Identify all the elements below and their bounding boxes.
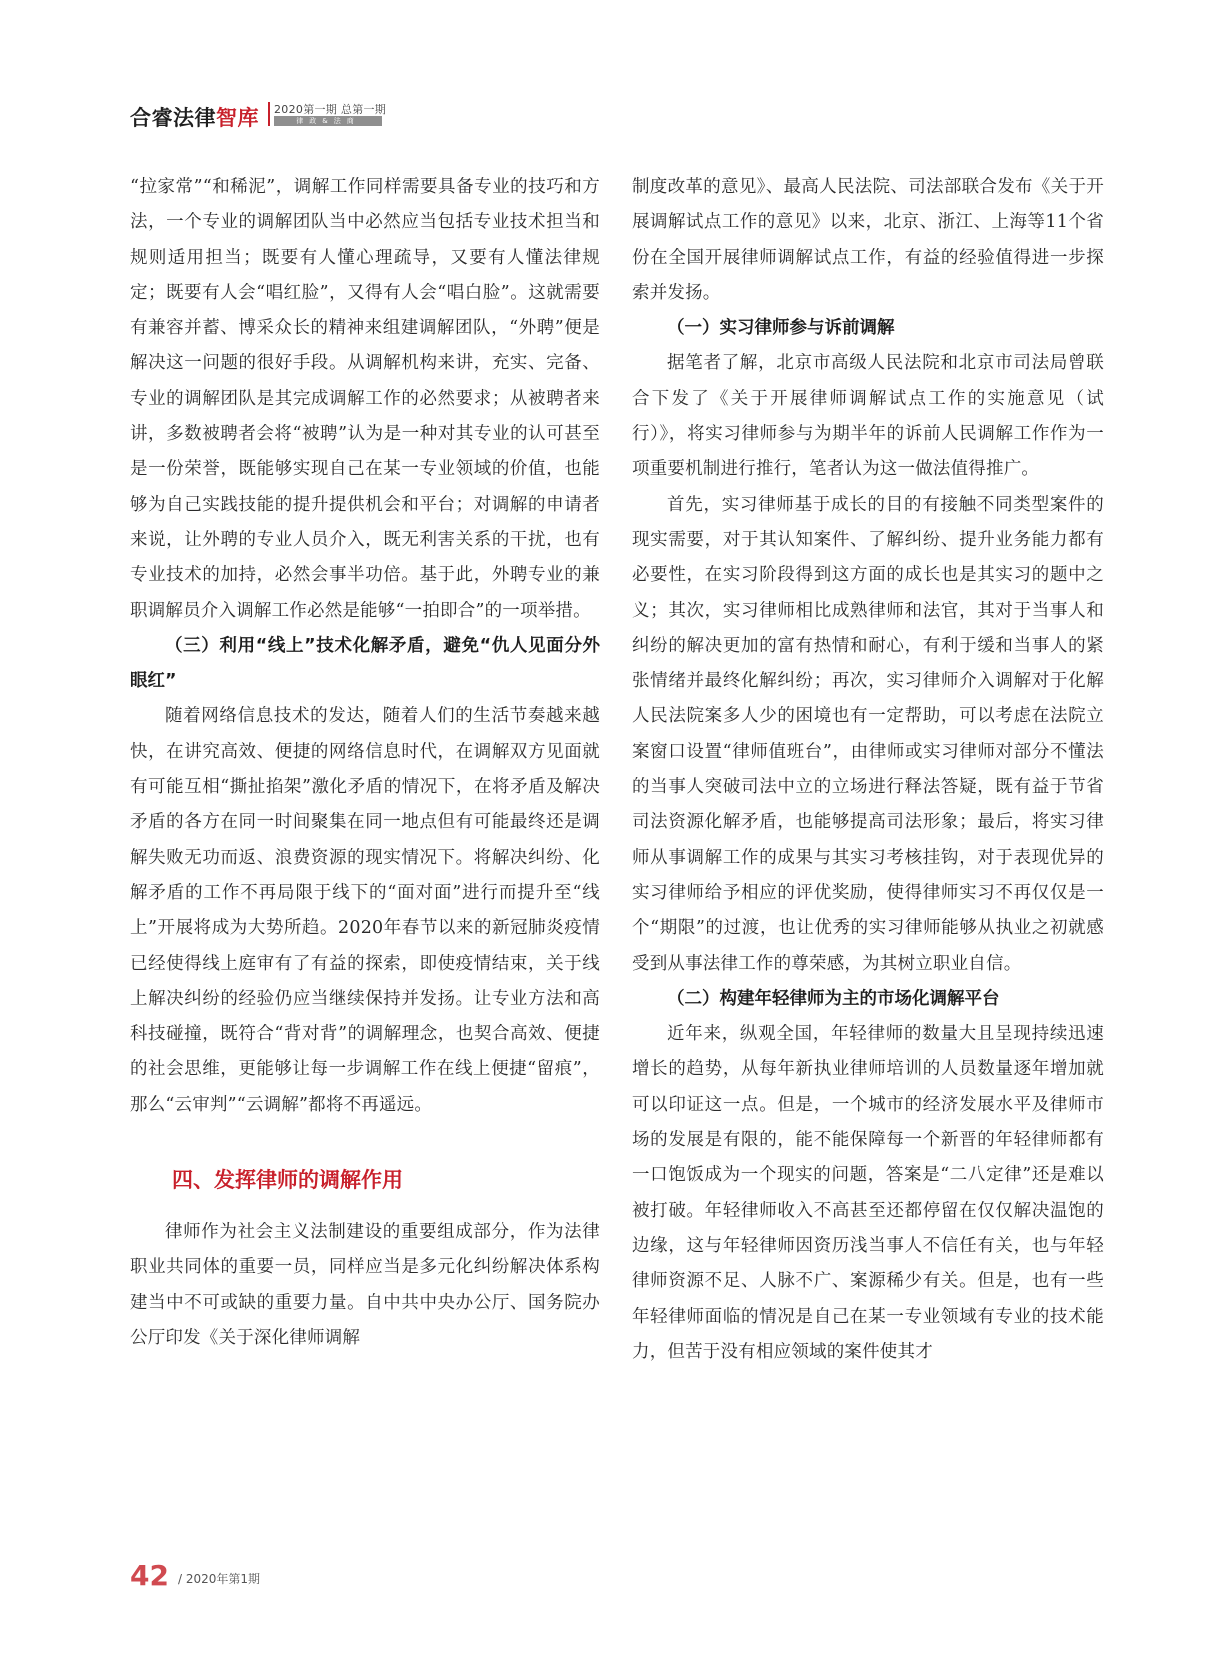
subheading-two: （二）构建年轻律师为主的市场化调解平台 (667, 988, 1000, 1009)
left-paragraph-2: 随着网络信息技术的发达，随着人们的生活节奏越来越快，在讲究高效、便捷的网络信息时代，在调解双方见面就有可能互相“撕扯掐架”激化矛盾的情况下，在将矛盾及解决矛盾的各方在同一时间聚集在同一地点但有可能最终还是调解失败无功而返、浪费资源的现实情况下。将解决纠纷、化解矛盾的工作不再局限于线下的“面对面”进行而提升至“线上”开展将成为大势所趋。2020年春节以来的新冠肺炎疫情已经使得线上庭审有了有益的探索，即使疫情结束，关于线上解决纠纷的经验仍应当继续保持并发扬。让专业方法和高科技碰撞，既符合“背对背”的调解理念，也契合高效、便捷的社会思维，更能够让每一步调解工作在线上便捷“留痕”，那么“云审判”“云调解”都将不再遥远。 (130, 706, 600, 1115)
right-paragraph-4: 近年来，纵观全国，年轻律师的数量大且呈现持续迅速增长的趋势，从每年新执业律师培训的人员数量逐年增加就可以印证这一点。但是，一个城市的经济发展水平及律师市场的发展是有限的，能不能保障每一个新晋的年轻律师都有一口饱饭成为一个现实的问题，答案是“二八定律”还是难以被打破。年轻律师收入不高甚至还都停留在仅仅解决温饱的边缘，这与年轻律师因资历浅当事人不信任有关，也与年轻律师资源不足、人脉不广、案源稀少有关。但是，也有一些年轻律师面临的情况是自己在某一专业领域有专业的技术能力，但苦于没有相应领域的案件使其才 (632, 1024, 1104, 1362)
subheading-one: （一）实习律师参与诉前调解 (667, 318, 895, 339)
page-header (130, 100, 530, 140)
left-column (130, 170, 600, 1356)
header-issue: 2020第一期 总第一期 (274, 103, 387, 116)
page-footer (130, 1560, 430, 1600)
section-title: 四、发挥律师的调解作用 (172, 1168, 403, 1193)
right-column (632, 170, 1104, 1370)
left-paragraph-1: “拉家常”“和稀泥”，调解工作同样需要具备专业的技巧和方法，一个专业的调解团队当中必然应当包括专业技术担当和规则适用担当；既要有人懂心理疏导，又要有人懂法律规定；既要有人会“唱红脸”，又得有人会“唱白脸”。这就需要有兼容并蓄、博采众长的精神来组建调解团队，“外聘”便是解决这一问题的很好手段。从调解机构来讲，充实、完备、专业的调解团队是其完成调解工作的必然要求；从被聘者来讲，多数被聘者会将“被聘”认为是一种对其专业的认可甚至是一份荣誉，既能够实现自己在某一专业领域的价值，也能够为自己实践技能的提升提供机会和平台；对调解的申请者来说，让外聘的专业人员介入，既无利害关系的干扰，也有专业技术的加持，必然会事半功倍。基于此，外聘专业的兼职调解员介入调解工作必然是能够“一拍即合”的一项举措。 (130, 177, 600, 621)
header-divider (268, 102, 270, 126)
footer-issue: / 2020年第1期 (178, 1572, 261, 1586)
subheading-three: （三）利用“线上”技术化解矛盾，避免“仇人见面分外眼红” (130, 635, 600, 692)
page-number: 42 (130, 1559, 169, 1592)
brand-accent: 智库 (216, 106, 259, 130)
right-paragraph-1: 制度改革的意见》、最高人民法院、司法部联合发布《关于开展调解试点工作的意见》以来，北京、浙江、上海等11个省份在全国开展律师调解试点工作，有益的经验值得进一步探索并发扬。 (632, 177, 1104, 303)
header-issue-sub: 律政&法商 (274, 116, 382, 126)
brand-main: 合睿法律 (130, 106, 216, 130)
brand-logo (130, 102, 259, 132)
left-paragraph-3: 律师作为社会主义法制建设的重要组成部分，作为法律职业共同体的重要一员，同样应当是多元化纠纷解决体系构建当中不可或缺的重要力量。自中共中央办公厅、国务院办公厅印发《关于深化律师调解 (130, 1222, 600, 1348)
right-paragraph-3: 首先，实习律师基于成长的目的有接触不同类型案件的现实需要，对于其认知案件、了解纠纷、提升业务能力都有必要性，在实习阶段得到这方面的成长也是其实习的题中之义；其次，实习律师相比成熟律师和法官，其对于当事人和纠纷的解决更加的富有热情和耐心，有利于缓和当事人的紧张情绪并最终化解纠纷；再次，实习律师介入调解对于化解人民法院案多人少的困境也有一定帮助，可以考虑在法院立案窗口设置“律师值班台”，由律师或实习律师对部分不懂法的当事人突破司法中立的立场进行释法答疑，既有益于节省司法资源化解矛盾，也能够提高司法形象；最后，将实习律师从事调解工作的成果与其实习考核挂钩，对于表现优异的实习律师给予相应的评优奖励，使得律师实习不再仅仅是一个“期限”的过渡，也让优秀的实习律师能够从执业之初就感受到从事法律工作的尊荣感，为其树立职业自信。 (632, 494, 1104, 974)
right-paragraph-2: 据笔者了解，北京市高级人民法院和北京市司法局曾联合下发了《关于开展律师调解试点工作的实施意见（试行）》，将实习律师参与为期半年的诉前人民调解工作作为一项重要机制进行推行，笔者认为这一做法值得推广。 (632, 353, 1104, 480)
